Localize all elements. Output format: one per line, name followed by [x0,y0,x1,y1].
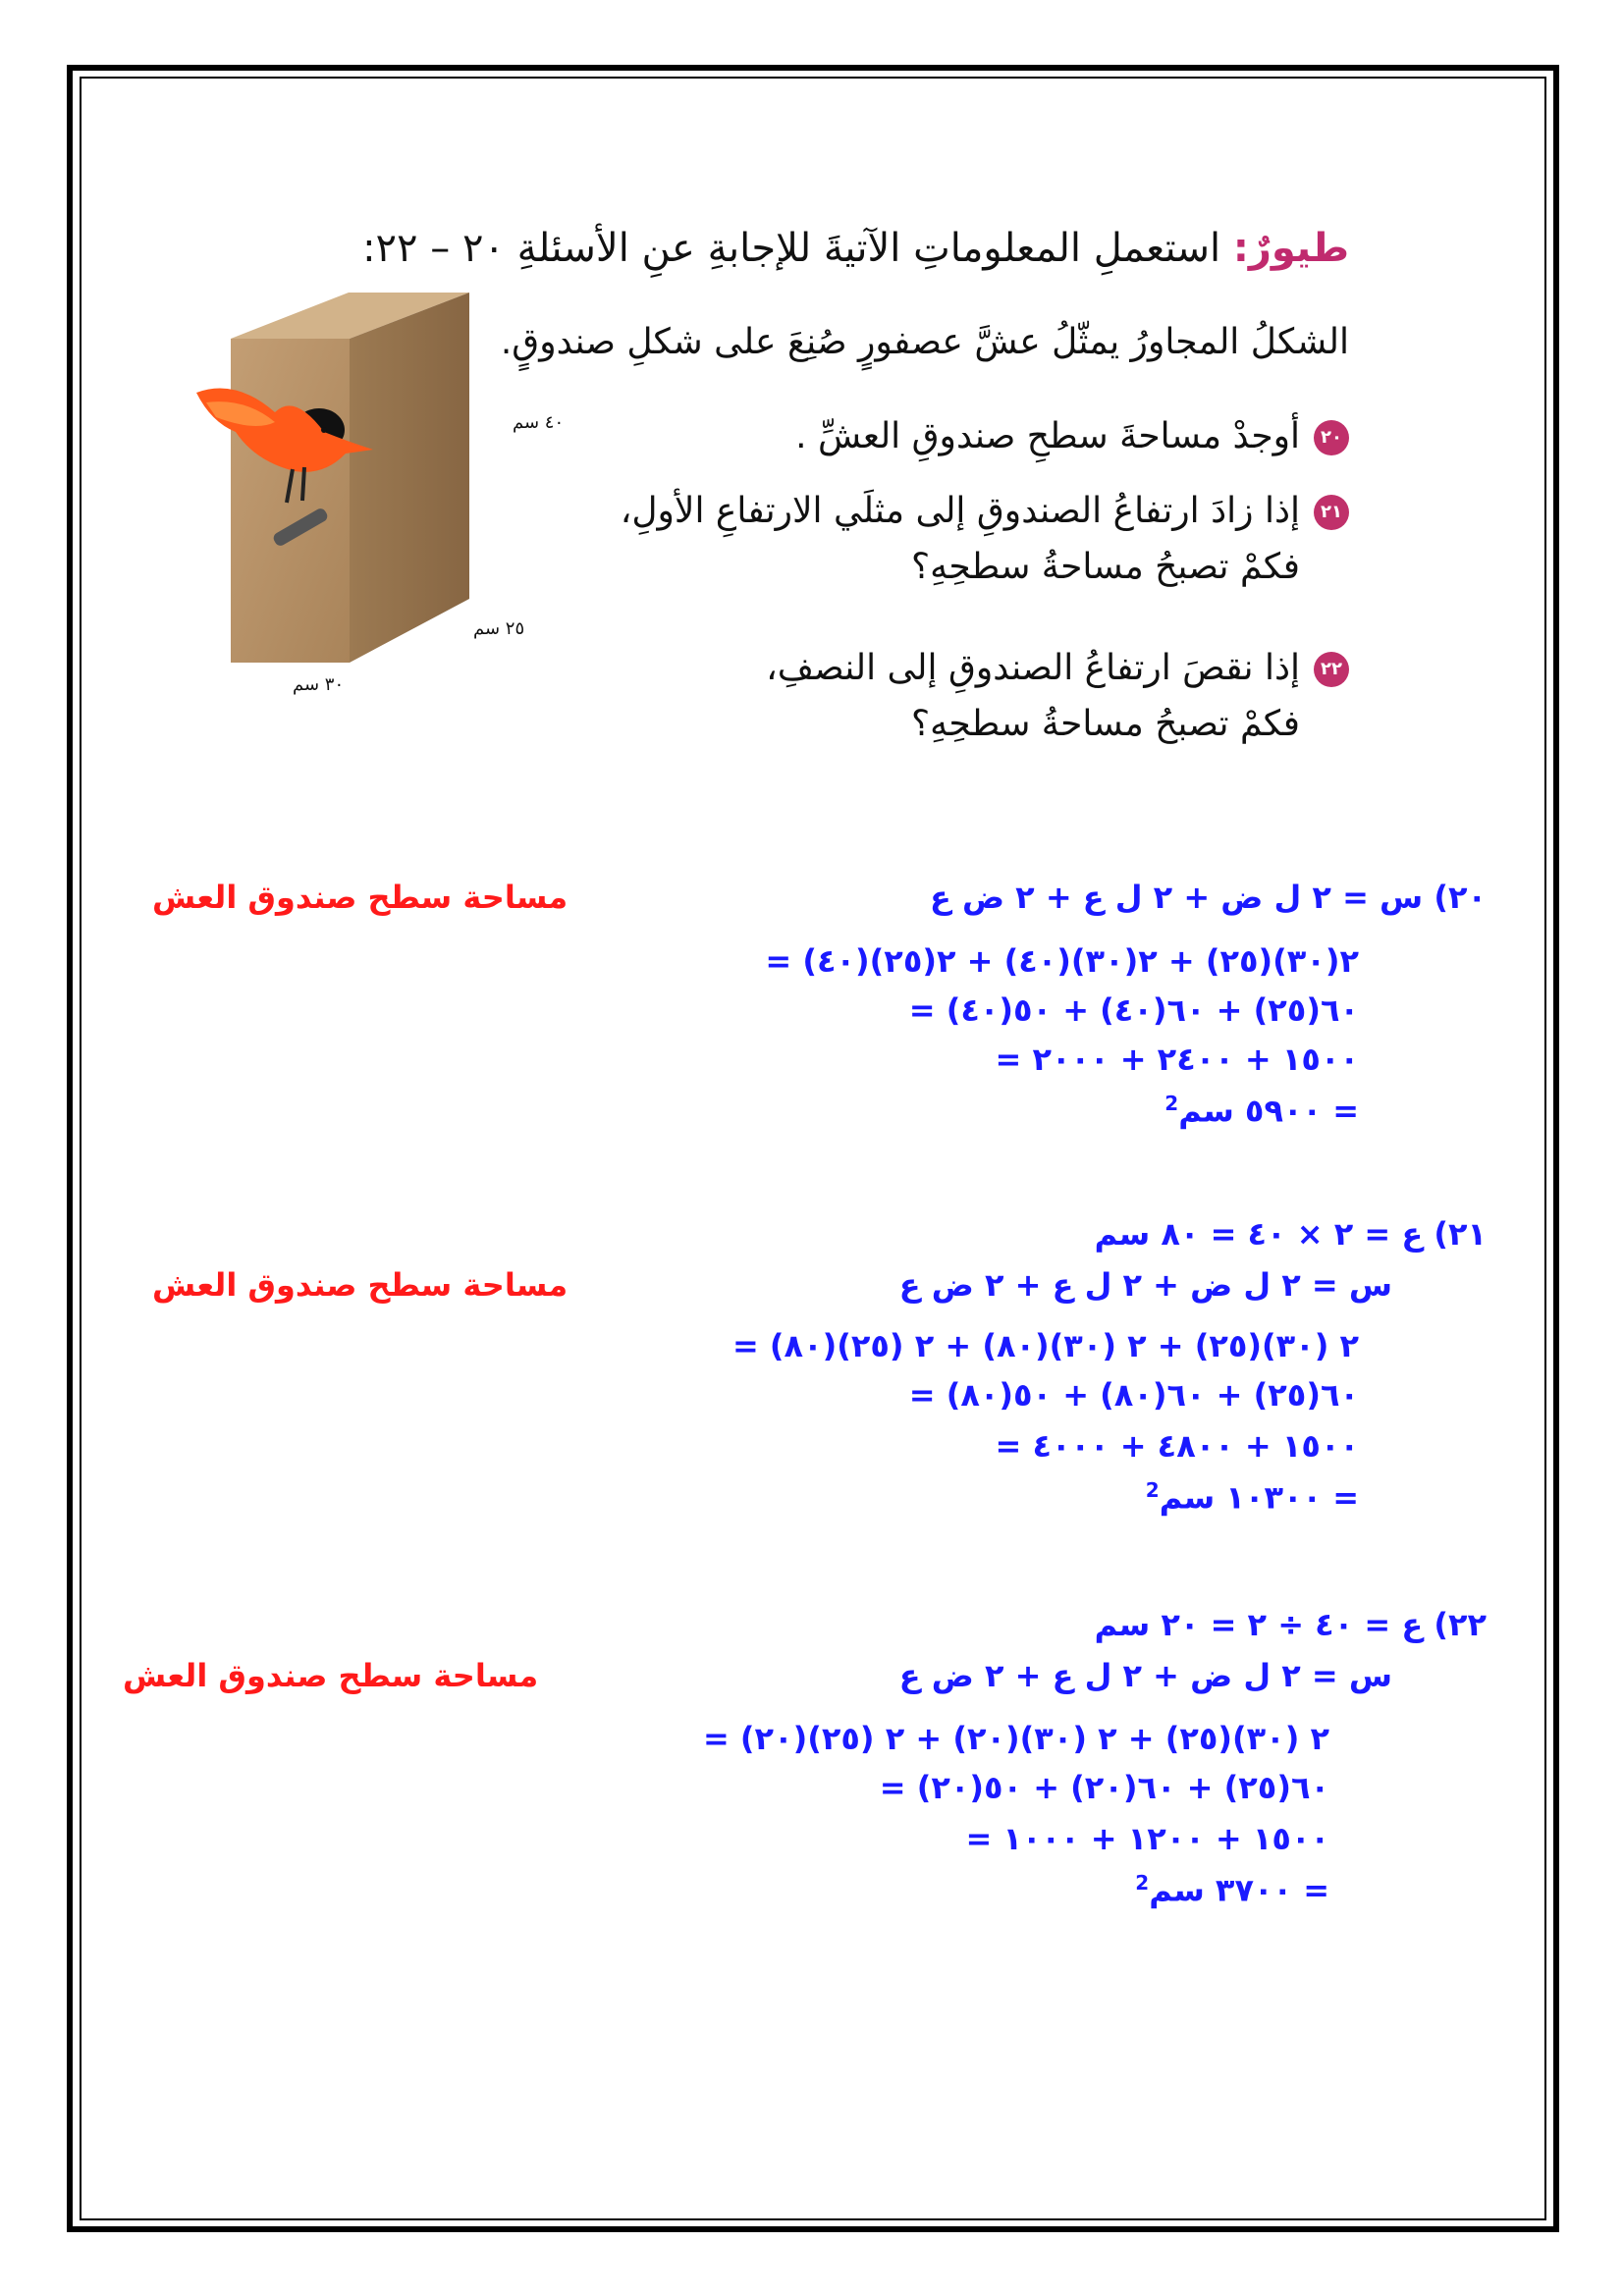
solution-20-formula [930,879,1487,916]
question-text: إذا زادَ ارتفاعُ الصندوقِ إلى مثلَي الارتفاعِ الأولِ، [620,491,1300,531]
solution-22-result [1135,1871,1329,1909]
solution-22-title: مساحة سطح صندوق العش [123,1657,539,1694]
question-21 [621,491,1349,587]
solution-22-header [1095,1606,1487,1643]
birdhouse-side-face [350,293,469,663]
heading-keyword: طيورٌ: [1232,226,1349,271]
solution-22-step-3: = ١٥٠٠ + ١٢٠٠ + ١٠٠٠ [965,1820,1329,1857]
solution-label: ٢٢) [1434,1606,1487,1643]
solution-21-formula: س = ٢ ل ض + ٢ ل ع + ٢ ض ع [898,1266,1392,1304]
solution-22-formula: س = ٢ ل ض + ٢ ل ع + ٢ ض ع [898,1657,1392,1694]
solution-21-header [1095,1215,1487,1253]
birdhouse-figure [177,285,560,707]
solution-20-step-1: = ٢(٣٠)(٢٥) + ٢(٣٠)(٤٠) + ٢(٢٥)(٤٠) [765,942,1359,980]
width-label: ٢٥ سم [473,618,525,639]
height-label: ٤٠ سم [513,412,565,433]
solution-21-step-3: = ١٥٠٠ + ٤٨٠٠ + ٤٠٠٠ [995,1427,1359,1465]
question-number-badge: ٢١ [1314,495,1349,530]
result-text: = ٥٩٠٠ سم [1178,1092,1359,1130]
height-calc: ع = ٤٠ ÷ ٢ = ٢٠ سم [1094,1606,1424,1643]
solution-22-step-1: = ٢ (٣٠)(٢٥) + ٢ (٣٠)(٢٠) + ٢ (٢٥)(٢٠) [702,1720,1329,1757]
length-label: ٣٠ سم [293,674,345,695]
solution-21-result [1146,1478,1359,1517]
unit-exponent: 2 [1164,1092,1179,1115]
solution-21-step-2: = ٦٠(٢٥) + ٦٠(٨٠) + ٥٠(٨٠) [908,1376,1359,1414]
solution-20-title: مساحة سطح صندوق العش [152,879,568,916]
question-number-badge: ٢٢ [1314,652,1349,687]
solution-20-step-2: = ٦٠(٢٥) + ٦٠(٤٠) + ٥٠(٤٠) [908,991,1359,1029]
question-22 [766,648,1349,744]
height-calc: ع = ٢ × ٤٠ = ٨٠ سم [1094,1215,1424,1253]
solution-20-step-3: = ١٥٠٠ + ٢٤٠٠ + ٢٠٠٠ [995,1041,1359,1078]
solution-label: ٢١) [1434,1215,1487,1253]
birdhouse-front-face [231,339,350,663]
question-number-badge: ٢٠ [1314,420,1349,455]
question-text-line2: فكمْ تصبحُ مساحةُ سطحِهِ؟ [911,547,1300,587]
solution-22-step-2: = ٦٠(٢٥) + ٦٠(٢٠) + ٥٠(٢٠) [879,1769,1329,1806]
result-text: = ٣٧٠٠ سم [1149,1871,1329,1909]
question-20 [795,416,1349,456]
solution-21-title: مساحة سطح صندوق العش [152,1266,568,1304]
question-text: إذا نقصَ ارتفاعُ الصندوقِ إلى النصفِ، [766,648,1300,688]
question-text: أوجدْ مساحةَ سطحِ صندوقِ العشِّ . [795,416,1300,456]
question-text-line2: فكمْ تصبحُ مساحةُ سطحِهِ؟ [911,704,1300,744]
result-text: = ١٠٣٠٠ سم [1159,1478,1359,1517]
heading-instruction: استعملِ المعلوماتِ الآتيةَ للإجابةِ عنِ الأسئلةِ ٢٠ – ٢٢: [362,226,1221,271]
unit-exponent: 2 [1145,1478,1160,1502]
intro-text: الشكلُ المجاورُ يمثّلُ عشَّ عصفورٍ صُنِعَ على شكلِ صندوقٍ. [500,322,1349,362]
formula: س = ٢ ل ض + ٢ ل ع + ٢ ض ع [929,879,1424,916]
solution-21-step-1: = ٢ (٣٠)(٢٥) + ٢ (٣٠)(٨٠) + ٢ (٢٥)(٨٠) [731,1327,1359,1364]
solution-label: ٢٠) [1434,879,1487,916]
exercise-heading [362,226,1349,271]
unit-exponent: 2 [1135,1871,1150,1895]
solution-20-result [1164,1092,1359,1130]
